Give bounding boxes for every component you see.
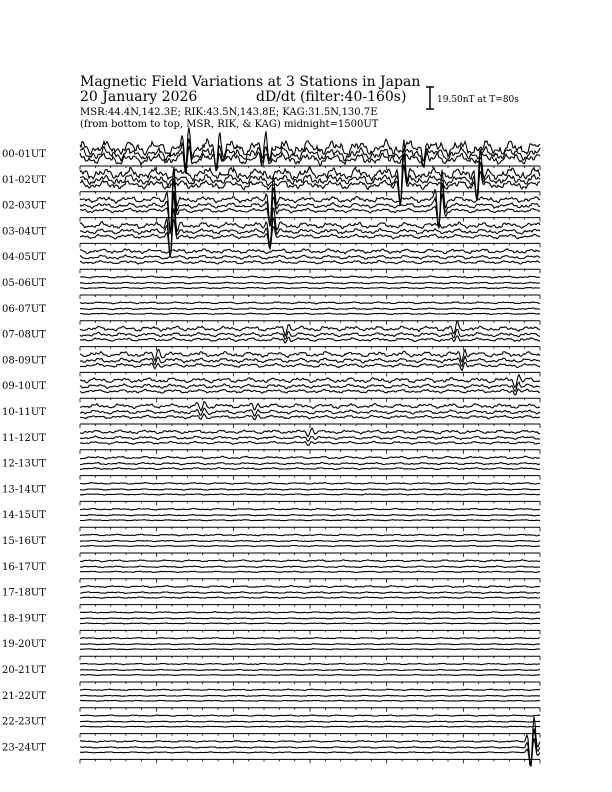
trace-msr — [80, 336, 540, 343]
hour-row-label: 03-04UT — [2, 226, 46, 238]
hour-row — [2, 508, 540, 531]
trace-kag — [80, 249, 540, 254]
trace-kag — [80, 586, 540, 588]
trace-rik — [80, 489, 540, 490]
trace-rik — [80, 618, 540, 619]
trace-msr — [80, 414, 540, 420]
hour-row — [2, 483, 540, 506]
chart-title: Magnetic Field Variations at 3 Stations in Japan — [80, 74, 421, 90]
trace-msr — [80, 494, 540, 495]
trace-kag — [80, 638, 540, 639]
hour-row — [2, 612, 540, 635]
hour-row — [2, 321, 540, 351]
hour-row — [2, 402, 540, 429]
hour-row-label: 18-19UT — [2, 613, 46, 625]
hour-row — [2, 663, 540, 686]
trace-rik — [80, 408, 540, 416]
chart-quantity: dD/dt (filter:40-160s) — [256, 89, 407, 105]
hour-row — [2, 249, 540, 273]
trace-rik — [80, 669, 540, 670]
trace-msr — [80, 260, 540, 264]
hour-row-label: 17-18UT — [2, 587, 46, 599]
hour-row — [2, 689, 540, 712]
trace-kag — [80, 508, 540, 510]
hour-row — [2, 586, 540, 609]
hour-row-label: 01-02UT — [2, 174, 46, 186]
hour-row-label: 06-07UT — [2, 303, 46, 315]
trace-msr — [80, 623, 540, 624]
trace-msr — [80, 675, 540, 676]
hour-row — [2, 428, 540, 454]
trace-rik — [80, 540, 540, 541]
trace-kag — [80, 534, 540, 536]
trace-kag — [80, 428, 540, 436]
hour-row-label: 23-24UT — [2, 742, 46, 754]
hour-row — [2, 350, 540, 377]
hour-row — [2, 375, 540, 403]
station-order-note: (from bottom to top, MSR, RIK, & KAG) midnight=1500UT — [80, 119, 379, 130]
trace-kag — [80, 402, 540, 411]
scale-bar — [426, 87, 519, 109]
hour-row-label: 19-20UT — [2, 639, 46, 651]
scale-bar-label: 19.50nT at T=80s — [437, 95, 519, 105]
hour-row-label: 11-12UT — [2, 432, 46, 444]
trace-msr — [80, 313, 540, 315]
hour-row-label: 09-10UT — [2, 381, 46, 393]
hour-row-label: 16-17UT — [2, 561, 46, 573]
trace-msr — [80, 700, 540, 701]
hour-row — [2, 140, 540, 206]
trace-rik — [80, 329, 540, 339]
hour-row — [2, 715, 540, 738]
hour-row-label: 21-22UT — [2, 690, 46, 702]
hour-row-label: 13-14UT — [2, 484, 46, 496]
hour-row-label: 15-16UT — [2, 536, 46, 547]
trace-msr — [80, 362, 540, 370]
trace-kag — [80, 717, 540, 766]
trace-msr — [80, 287, 540, 289]
trace-rik — [80, 436, 540, 441]
trace-rik — [80, 282, 540, 284]
trace-rik — [80, 308, 540, 310]
hour-row — [2, 560, 540, 583]
hour-row-label: 05-06UT — [2, 278, 46, 289]
trace-rik — [80, 255, 540, 259]
trace-msr — [80, 571, 540, 572]
hour-row — [2, 717, 540, 766]
trace-rik — [80, 592, 540, 594]
hour-row — [2, 534, 540, 557]
trace-msr — [80, 726, 540, 727]
hour-row-label: 10-11UT — [2, 407, 46, 418]
hour-rows — [2, 128, 540, 766]
hour-row-label: 12-13UT — [2, 458, 46, 470]
trace-rik — [80, 721, 540, 722]
hour-row — [2, 638, 540, 661]
trace-msr — [80, 441, 540, 445]
hour-row — [2, 276, 540, 299]
trace-msr — [80, 389, 540, 395]
trace-msr — [80, 597, 540, 599]
hour-row-label: 07-08UT — [2, 329, 46, 341]
trace-msr — [80, 191, 540, 229]
trace-kag — [80, 663, 540, 664]
trace-rik — [80, 566, 540, 568]
trace-rik — [80, 515, 540, 516]
trace-kag — [80, 612, 540, 613]
hour-row-label: 04-05UT — [2, 252, 46, 264]
trace-kag — [80, 715, 540, 716]
hour-row-label: 08-09UT — [2, 355, 46, 367]
trace-rik — [80, 695, 540, 696]
hour-row-label: 00-01UT — [2, 149, 46, 160]
hour-row — [2, 128, 540, 174]
trace-kag — [80, 302, 540, 304]
trace-kag — [80, 128, 540, 169]
hour-row — [2, 302, 540, 325]
hour-row-label: 14-15UT — [2, 510, 46, 522]
station-coordinates: MSR:44.4N,142.3E; RIK:43.5N,143.8E; KAG:31.5N,130.7E — [80, 107, 378, 118]
trace-kag — [80, 560, 540, 562]
chart-date: 20 January 2026 — [80, 89, 198, 105]
trace-msr — [80, 545, 540, 546]
trace-msr — [80, 520, 540, 521]
hour-row-label: 22-23UT — [2, 716, 46, 728]
trace-kag — [80, 483, 540, 485]
trace-msr — [80, 649, 540, 650]
hour-row-label: 20-21UT — [2, 665, 46, 676]
hour-row — [2, 456, 540, 479]
trace-kag — [80, 276, 540, 278]
trace-rik — [80, 644, 540, 645]
hour-row-label: 02-03UT — [2, 200, 46, 212]
trace-msr — [80, 468, 540, 470]
trace-kag — [80, 456, 540, 459]
trace-kag — [80, 689, 540, 691]
trace-rik — [80, 463, 540, 465]
